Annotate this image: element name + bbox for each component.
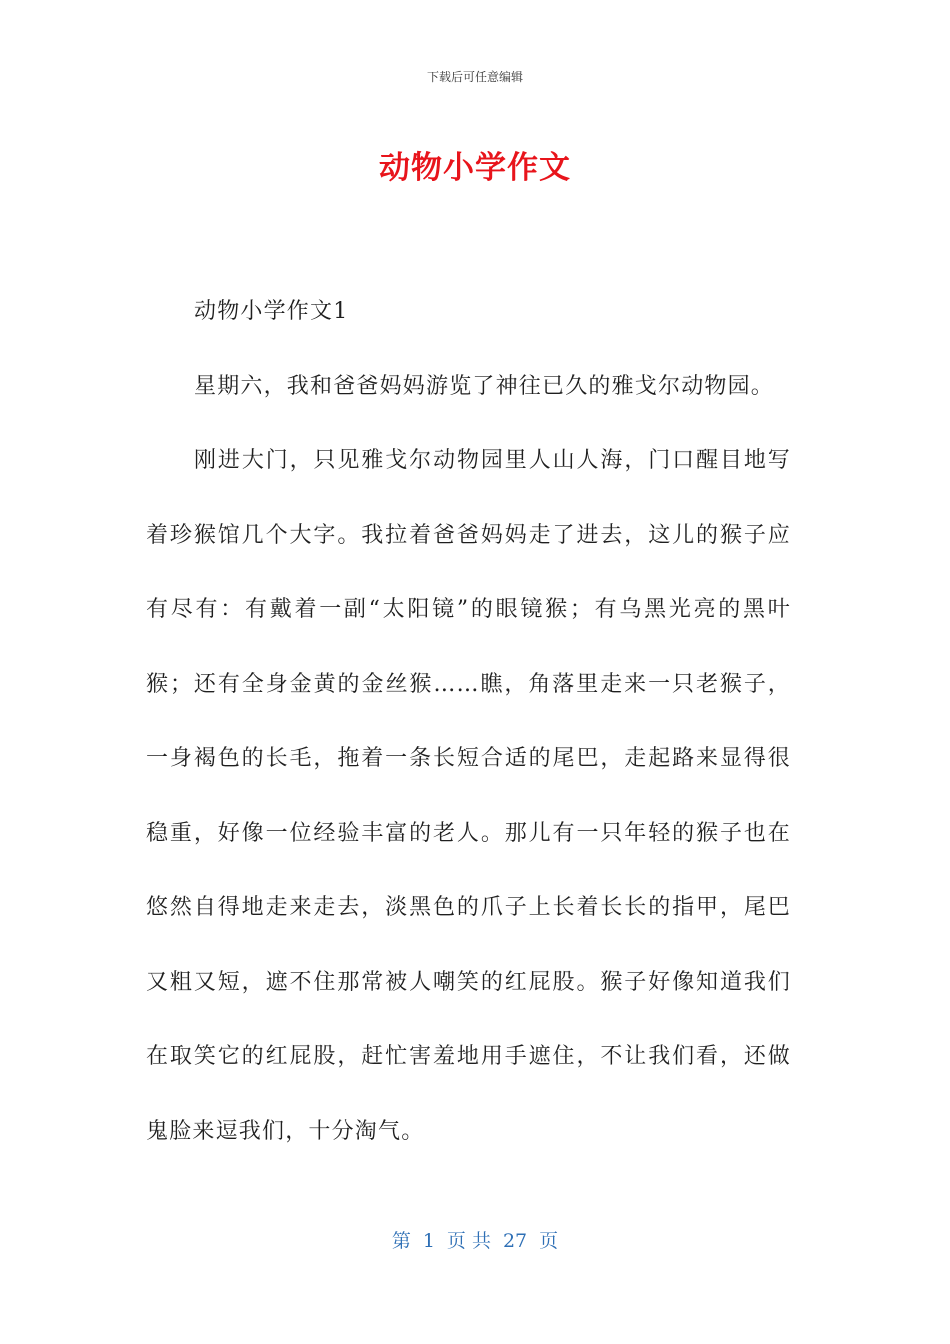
- footer-suffix: 页: [539, 1230, 559, 1252]
- page-footer: [0, 1226, 950, 1253]
- paragraph-1: 星期六，我和爸爸妈妈游览了神往已久的雅戈尔动物园。: [194, 373, 775, 399]
- section-heading: 动物小学作文1: [194, 299, 349, 324]
- footer-total-pages: 27: [502, 1230, 528, 1252]
- footer-current-page: 1: [422, 1230, 435, 1252]
- header-note: 下载后可任意编辑: [426, 70, 523, 84]
- footer-prefix: 第: [391, 1230, 411, 1252]
- footer-middle: 页 共: [446, 1230, 491, 1252]
- paragraph-2: 刚进大门，只见雅戈尔动物园里人山人海，门口醒目地写着珍猴馆几个大字。我拉着爸爸妈妈走了进去，这儿的猴子应有尽有：有戴着一副“太阳镜”的眼镜猴；有乌黑光亮的黑叶猴；还有全身金黄的金丝猴……瞧，角落里走来一只老猴子，一身褐色的长毛，拖着一条长短合适的尾巴，走起路来显得很稳重，好像一位经验丰富的老人。那儿有一只年轻的猴子也在悠然自得地走来走去，淡黑色的爪子上长着长长的指甲，尾巴又粗又短，遮不住那常被人嘲笑的红屁股。猴子好像知道我们在取笑它的红屁股，赶忙害羞地用手遮住，不让我们看，还做鬼脸来逗我们，十分淘气。: [146, 448, 791, 1144]
- document-body: [146, 275, 791, 1169]
- document-title: 动物小学作文: [379, 150, 571, 186]
